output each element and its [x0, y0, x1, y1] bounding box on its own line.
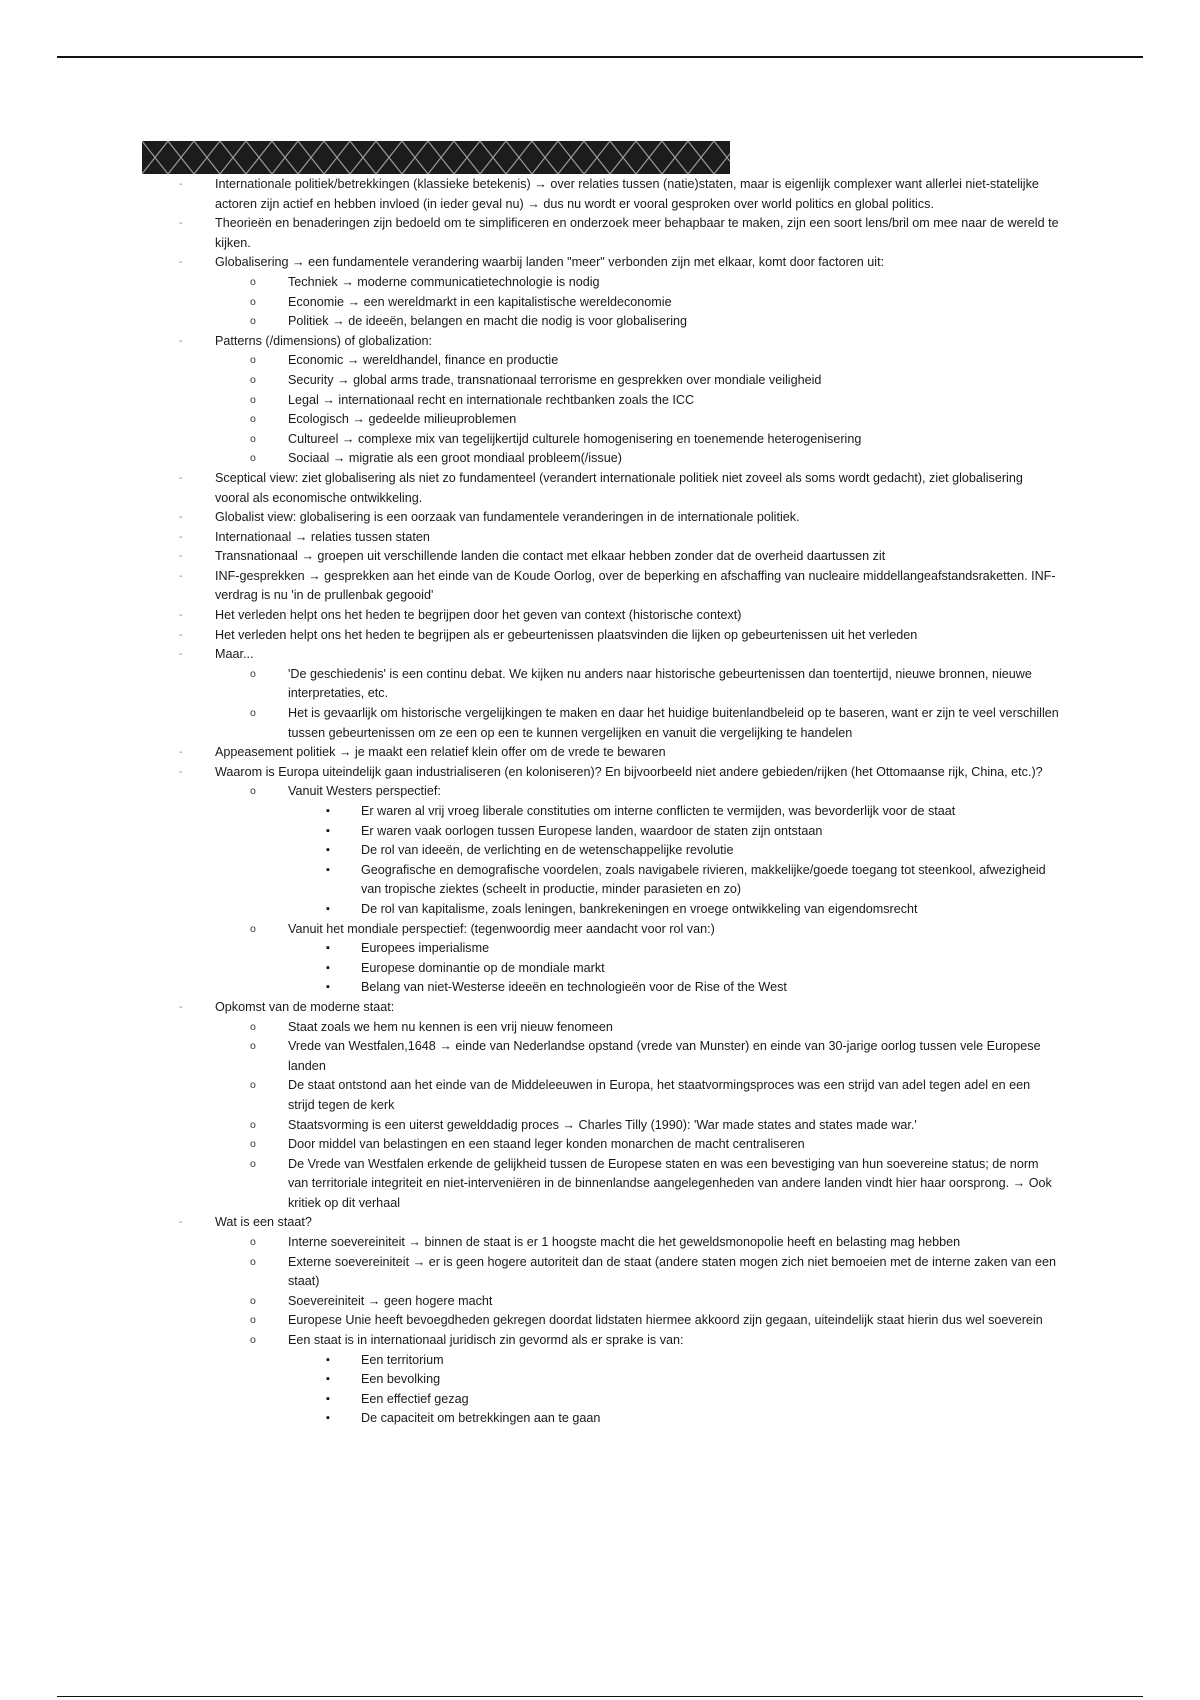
- list-item: [215, 449, 1060, 469]
- list-item: [160, 175, 1060, 214]
- list-item: [215, 351, 1060, 371]
- bottom-rule: [57, 1696, 1143, 1697]
- sub-list: [215, 351, 1060, 469]
- list-item-text: Het verleden helpt ons het heden te begrijpen als er gebeurtenissen plaatsvinden die lijken op gebeurtenissen uit het verleden: [215, 627, 918, 642]
- list-item-text: Maar...: [215, 647, 254, 662]
- list-item-text: Patterns (/dimensions) of globalization:: [215, 333, 433, 348]
- list-item-text: Security → global arms trade, transnationaal terrorisme en gesprekken over mondiale veiligheid: [288, 372, 822, 387]
- list-item: [288, 841, 1060, 861]
- list-item: [215, 782, 1060, 919]
- list-item-text: Legal → internationaal recht en internationale rechtbanken zoals the ICC: [288, 392, 695, 407]
- sub-list: [215, 1018, 1060, 1214]
- list-item: [160, 547, 1060, 567]
- list-item-text: Europese Unie heeft bevoegdheden gekregen doordat lidstaten hiermee akkoord zijn gegaan, uiteindelijk staat hierin dus wel soeverein: [288, 1313, 1043, 1328]
- list-item-text: Europees imperialisme: [361, 941, 490, 956]
- notes-content: [160, 175, 1060, 1429]
- list-item: [160, 606, 1060, 626]
- list-item: [215, 1331, 1060, 1429]
- sub-list: [215, 782, 1060, 998]
- list-item-text: Een staat is in internationaal juridisch zin gevormd als er sprake is van:: [288, 1333, 684, 1348]
- list-item: [215, 1135, 1060, 1155]
- list-item: [215, 1233, 1060, 1253]
- list-item-text: Vanuit het mondiale perspectief: (tegenwoordig meer aandacht voor rol van:): [288, 921, 715, 936]
- list-item-text: Ecologisch → gedeelde milieuproblemen: [288, 412, 517, 427]
- list-item-text: Globalisering → een fundamentele verandering waarbij landen "meer" verbonden zijn met elkaar, komt door factoren uit:: [215, 255, 885, 270]
- list-item-text: Door middel van belastingen en een staand leger konden monarchen de macht centraliseren: [288, 1137, 805, 1152]
- list-item-text: Globalist view: globalisering is een oorzaak van fundamentele veranderingen in de internationale politiek.: [215, 510, 800, 525]
- list-item: [160, 332, 1060, 469]
- list-item: [215, 410, 1060, 430]
- list-item: [215, 1018, 1060, 1038]
- list-item-text: Een territorium: [361, 1352, 444, 1367]
- list-item: [160, 469, 1060, 508]
- list-item: [160, 763, 1060, 998]
- bullet-list: [160, 175, 1060, 1429]
- list-item-text: Het is gevaarlijk om historische vergelijkingen te maken en daar het huidige buitenlandbeleid op te baseren, want er zijn te veel verschillen tussen gebeurtenissen om ze een op een te kunnen vergelijken en vanuit die vergelijking te handelen: [288, 706, 1059, 740]
- list-item-text: Vanuit Westers perspectief:: [288, 784, 441, 799]
- list-item: [288, 900, 1060, 920]
- list-item-text: Geografische en demografische voordelen, zoals navigabele rivieren, makkelijke/goede toegang tot steenkool, afwezigheid van tropische ziektes (scheelt in productie, minder parasieten en zo): [361, 862, 1046, 897]
- list-item: [215, 665, 1060, 704]
- list-item: [160, 567, 1060, 606]
- list-item-text: Externe soevereiniteit → er is geen hogere autoriteit dan de staat (andere staten mogen zich niet bemoeien met de interne zaken van een staat): [288, 1254, 1056, 1289]
- list-item-text: Techniek → moderne communicatietechnologie is nodig: [288, 274, 600, 289]
- list-item: [215, 371, 1060, 391]
- sub-list: [215, 273, 1060, 332]
- list-item-text: De capaciteit om betrekkingen aan te gaan: [361, 1411, 601, 1426]
- list-item-text: Staat zoals we hem nu kennen is een vrij nieuw fenomeen: [288, 1019, 613, 1034]
- list-item: [160, 645, 1060, 743]
- list-item: [288, 802, 1060, 822]
- list-item: [215, 1292, 1060, 1312]
- list-item: [215, 1155, 1060, 1214]
- sub-list: [288, 939, 1060, 998]
- list-item: [215, 273, 1060, 293]
- list-item-text: Cultureel → complexe mix van tegelijkertijd culturele homogenisering en toenemende heterogenisering: [288, 431, 862, 446]
- list-item: [215, 1253, 1060, 1292]
- redacted-heading: [142, 141, 730, 174]
- list-item: [215, 391, 1060, 411]
- list-item-text: Sceptical view: ziet globalisering als niet zo fundamenteel (verandert internationale politiek niet zoveel als soms wordt gedacht), ziet globalisering vooral als economische ontwikkeling.: [215, 470, 1023, 505]
- list-item: [288, 1370, 1060, 1390]
- list-item: [160, 998, 1060, 1214]
- list-item: [160, 214, 1060, 253]
- list-item: [160, 508, 1060, 528]
- list-item-text: Interne soevereiniteit → binnen de staat is er 1 hoogste macht die het geweldsmonopolie heeft en belasting mag hebben: [288, 1235, 961, 1250]
- list-item-text: Vrede van Westfalen,1648 → einde van Nederlandse opstand (vrede van Munster) en einde van 30-jarige oorlog tussen vele Europese landen: [288, 1039, 1041, 1073]
- list-item-text: Economie → een wereldmarkt in een kapitalistische wereldeconomie: [288, 294, 672, 309]
- list-item: [160, 253, 1060, 331]
- list-item-text: Staatsvorming is een uiterst gewelddadig proces → Charles Tilly (1990): 'War made states and states made war.': [288, 1117, 917, 1132]
- list-item-text: Waarom is Europa uiteindelijk gaan industrialiseren (en koloniseren)? En bijvoorbeeld niet andere gebieden/rijken (het Ottomaanse rijk, China, etc.)?: [215, 764, 1043, 779]
- sub-list: [215, 1233, 1060, 1429]
- list-item-text: Internationaal → relaties tussen staten: [215, 529, 430, 544]
- list-item: [288, 1409, 1060, 1429]
- list-item-text: Transnationaal → groepen uit verschillende landen die contact met elkaar hebben zonder dat de overheid daartussen zit: [215, 549, 886, 564]
- list-item: [215, 1311, 1060, 1331]
- list-item-text: INF-gesprekken → gesprekken aan het einde van de Koude Oorlog, over de beperking en afschaffing van nucleaire middellangeafstandsraketten. INF-verdrag is nu 'in de prullenbak gegooid': [215, 568, 1056, 603]
- list-item-text: Theorieën en benaderingen zijn bedoeld om te simplificeren en onderzoek meer behapbaar te maken, zijn een soort lens/bril om mee naar de wereld te kijken.: [215, 216, 1059, 250]
- list-item-text: Appeasement politiek → je maakt een relatief klein offer om de vrede te bewaren: [215, 745, 666, 760]
- list-item: [215, 312, 1060, 332]
- list-item: [288, 959, 1060, 979]
- list-item-text: Europese dominantie op de mondiale markt: [361, 960, 605, 975]
- list-item: [288, 1351, 1060, 1371]
- list-item-text: Belang van niet-Westerse ideeën en technologieën voor de Rise of the West: [361, 980, 787, 995]
- list-item-text: 'De geschiedenis' is een continu debat. We kijken nu anders naar historische gebeurtenissen dan toentertijd, nieuwe bronnen, nieuwe interpretaties, etc.: [288, 666, 1032, 701]
- list-item-text: Internationale politiek/betrekkingen (klassieke betekenis) → over relaties tussen (natie)staten, maar is eigenlijk complexer want allerlei niet-statelijke actoren zijn actief en hebben invloed (in ieder geval nu) → dus nu wordt er vooral gesproken over world politics en global politics.: [215, 177, 1039, 211]
- sub-list: [215, 665, 1060, 743]
- list-item-text: Economic → wereldhandel, finance en productie: [288, 353, 559, 368]
- list-item: [160, 528, 1060, 548]
- list-item: [215, 704, 1060, 743]
- list-item-text: De staat ontstond aan het einde van de Middeleeuwen in Europa, het staatvormingsproces was een strijd van adel tegen adel en een strijd tegen de kerk: [288, 1078, 1031, 1112]
- list-item: [160, 743, 1060, 763]
- list-item-text: Er waren vaak oorlogen tussen Europese landen, waardoor de staten zijn ontstaan: [361, 823, 823, 838]
- list-item: [288, 822, 1060, 842]
- list-item-text: Het verleden helpt ons het heden te begrijpen door het geven van context (historische context): [215, 608, 742, 623]
- list-item-text: De rol van ideeën, de verlichting en de wetenschappelijke revolutie: [361, 843, 734, 858]
- list-item: [215, 1076, 1060, 1115]
- redaction-pattern: [142, 141, 730, 174]
- list-item-text: Sociaal → migratie als een groot mondiaal probleem(/issue): [288, 451, 622, 466]
- list-item-text: Wat is een staat?: [215, 1215, 312, 1230]
- list-item-text: Er waren al vrij vroeg liberale constituties om interne conflicten te vermijden, was bevorderlijk voor de staat: [361, 804, 956, 818]
- list-item: [215, 430, 1060, 450]
- list-item-text: Opkomst van de moderne staat:: [215, 999, 395, 1014]
- list-item: [288, 1390, 1060, 1410]
- top-rule: [57, 56, 1143, 58]
- list-item: [215, 293, 1060, 313]
- list-item: [215, 920, 1060, 998]
- list-item-text: Soevereiniteit → geen hogere macht: [288, 1293, 493, 1308]
- list-item: [288, 861, 1060, 900]
- list-item: [215, 1116, 1060, 1136]
- list-item: [288, 978, 1060, 998]
- list-item-text: Een bevolking: [361, 1372, 441, 1387]
- sub-list: [288, 802, 1060, 920]
- list-item-text: De Vrede van Westfalen erkende de gelijkheid tussen de Europese staten en was een bevestiging van hun soevereine status; de norm van territoriale integriteit en niet-interveniëren in de binnenlandse aangelegenheden van andere landen vindt hier haar oorsprong. → Ook kritiek op dit verhaal: [288, 1156, 1052, 1210]
- list-item-text: Politiek → de ideeën, belangen en macht die nodig is voor globalisering: [288, 314, 688, 329]
- sub-list: [288, 1351, 1060, 1429]
- list-item: [160, 1213, 1060, 1429]
- list-item: [215, 1037, 1060, 1076]
- list-item-text: Een effectief gezag: [361, 1391, 469, 1406]
- list-item-text: De rol van kapitalisme, zoals leningen, bankrekeningen en vroege ontwikkeling van eigendomsrecht: [361, 901, 918, 916]
- list-item: [160, 626, 1060, 646]
- list-item: [288, 939, 1060, 959]
